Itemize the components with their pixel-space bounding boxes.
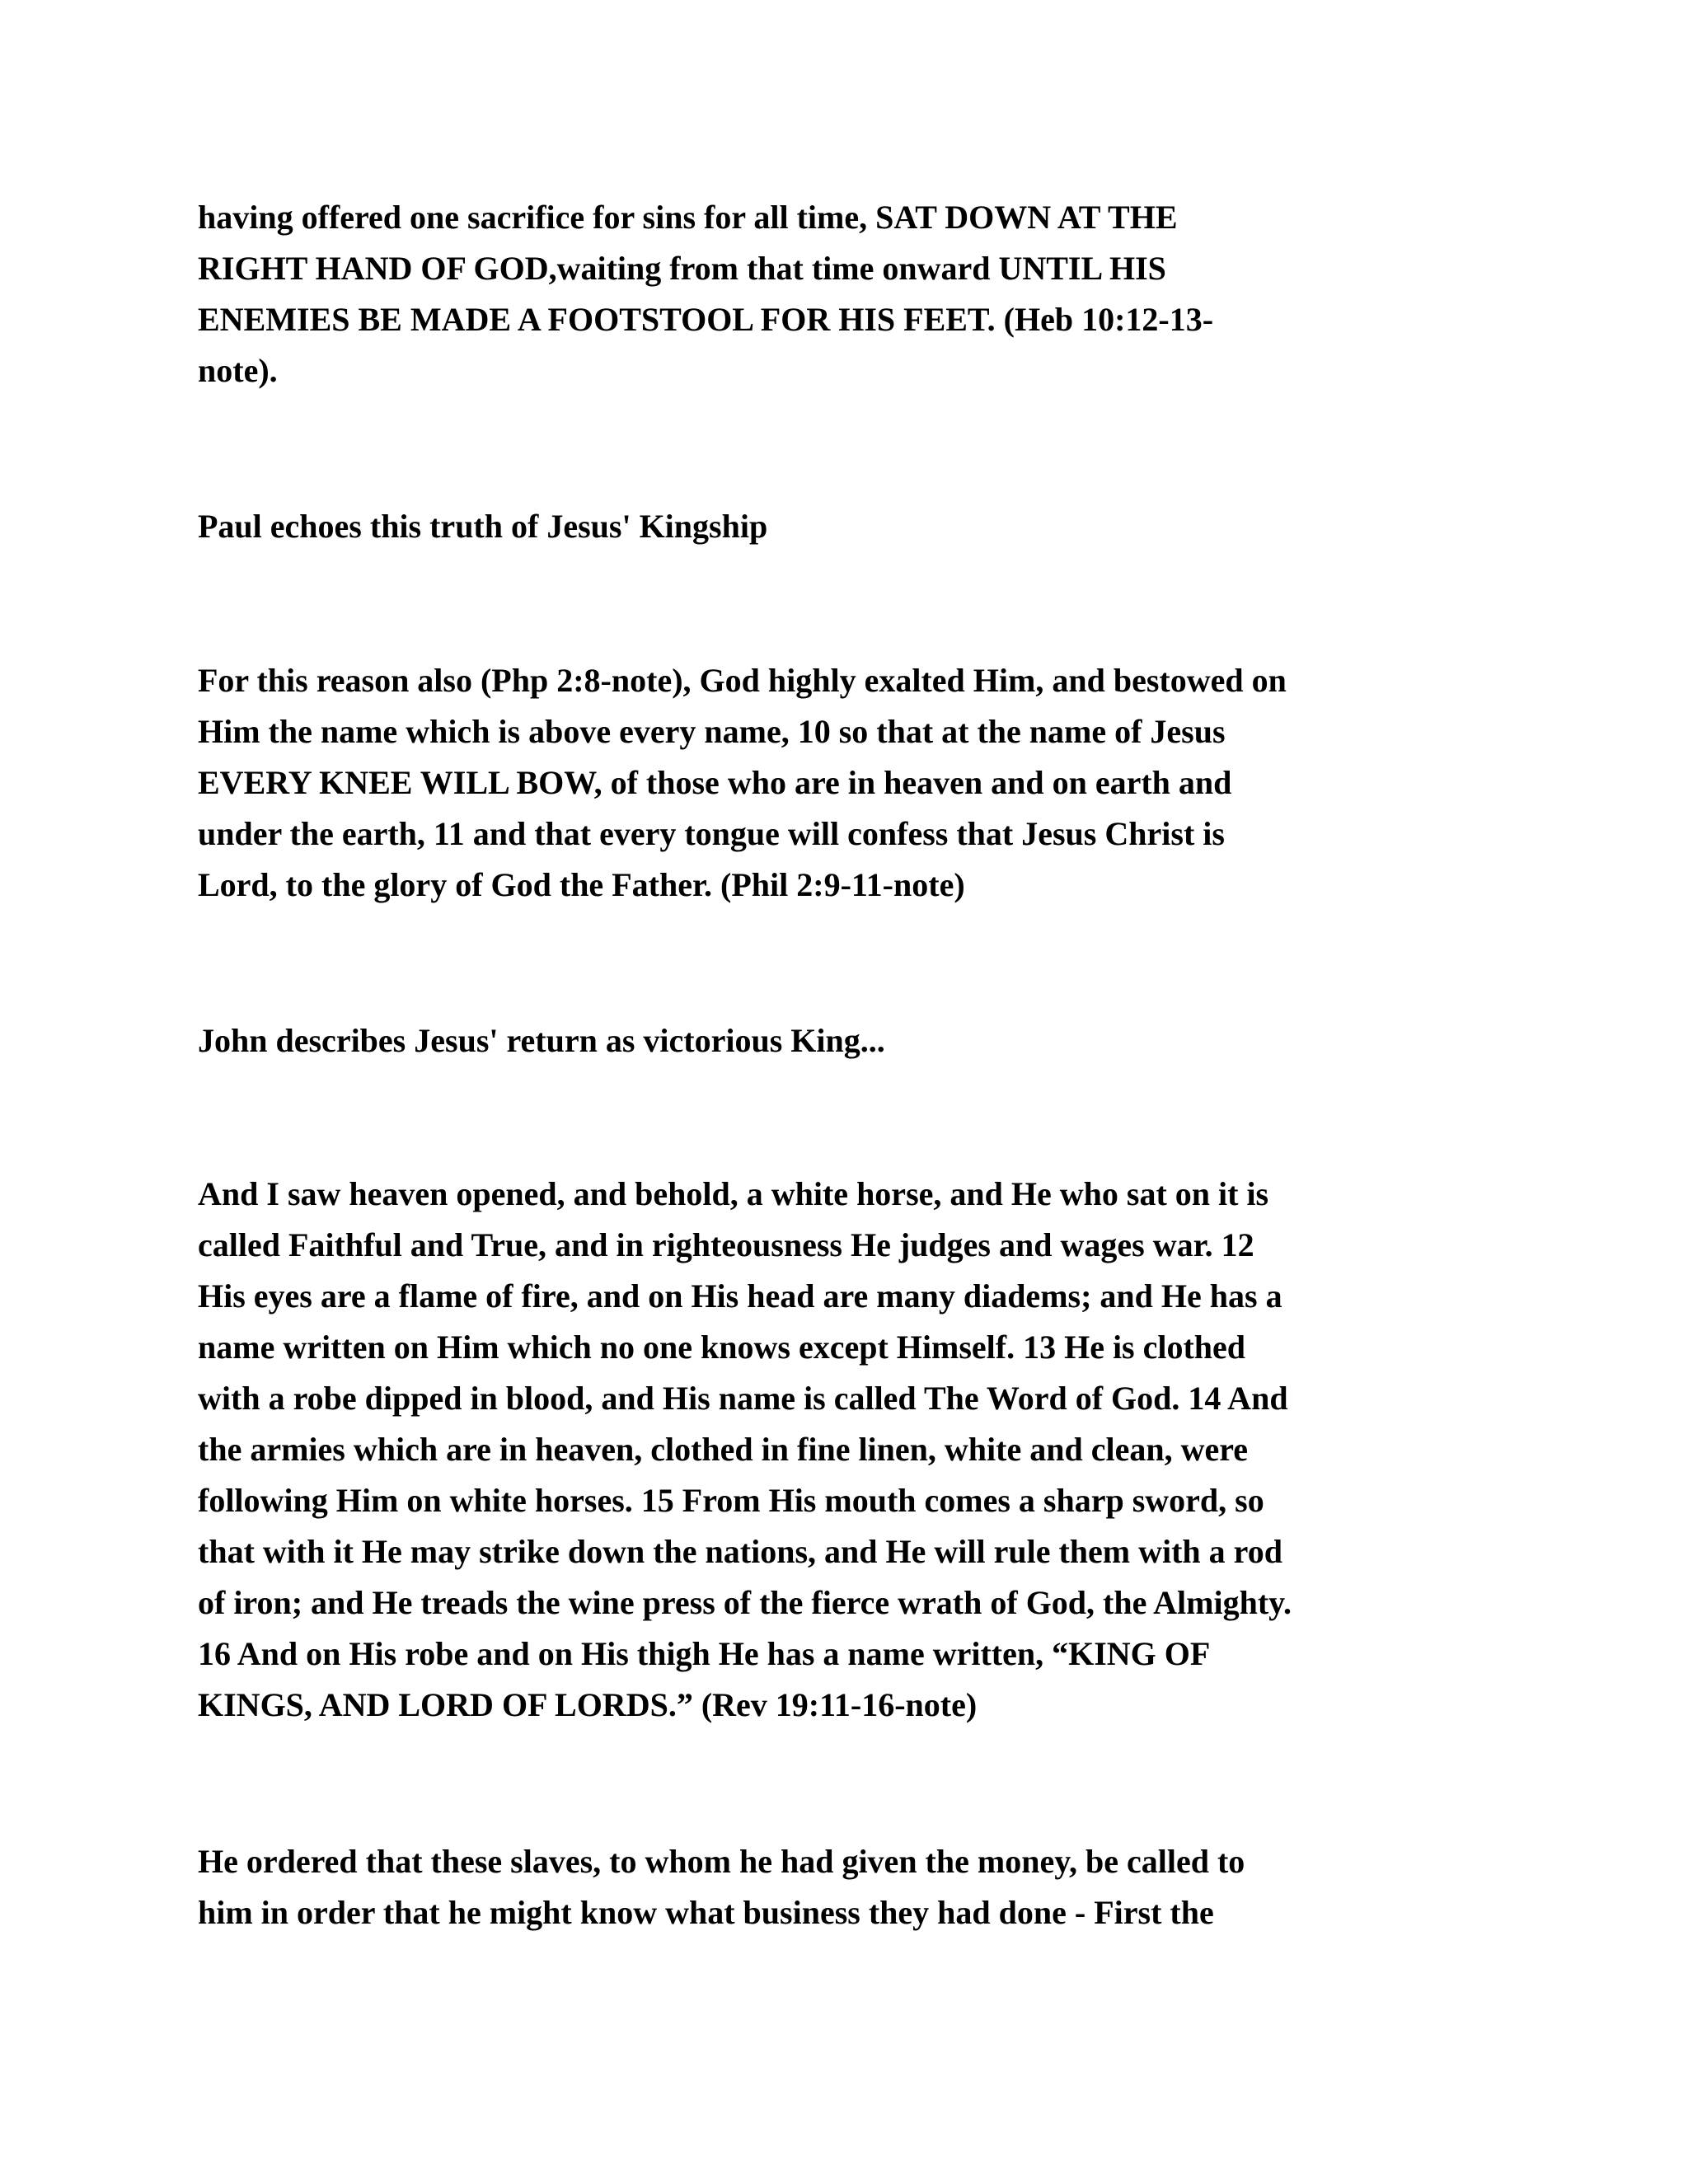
paragraph-slaves-ordered: He ordered that these slaves, to whom he had given the money, be called to him in order that he might know what business they had done - First the: [198, 1843, 1245, 1931]
paragraph-john-intro: John describes Jesus' return as victorious King...: [198, 1022, 885, 1059]
paragraph-hebrews-quote: having offered one sacrifice for sins for all time, SAT DOWN AT THE RIGHT HAND OF GOD,waiting from that time onward UNTIL HIS ENEMIES BE MADE A FOOTSTOOL FOR HIS FEET. (Heb 10:12-13- note).: [198, 199, 1214, 389]
paragraph-paul-intro: Paul echoes this truth of Jesus' Kingship: [198, 508, 768, 545]
paragraph-philippians-quote: For this reason also (Php 2:8-note), God highly exalted Him, and bestowed on Him the name which is above every name, 10 so that at the name of Jesus EVERY KNEE WILL BOW, of those who are in heaven and on earth and under the earth, 11 and that every tongue will confess that Jesus Christ is Lord, to the glory of God the Father. (Phil 2:9-11-note): [198, 662, 1287, 903]
paragraph-revelation-quote: And I saw heaven opened, and behold, a white horse, and He who sat on it is called Faithful and True, and in righteousness He judges and wages war. 12 His eyes are a flame of fire, and on His head are many diadems; and He has a name written on Him which no one knows except Himself. 13 He is clothed with a robe dipped in blood, and His name is called The Word of God. 14 And the armies which are in heaven, clothed in fine linen, white and clean, were following Him on white horses. 15 From His mouth comes a sharp sword, so that with it He may strike down the nations, and He will rule them with a rod of iron; and He treads the wine press of the fierce wrath of God, the Almighty. 16 And on His robe and on His thigh He has a name written, “KING OF KINGS, AND LORD OF LORDS.” (Rev 19:11-16-note): [198, 1175, 1292, 1723]
